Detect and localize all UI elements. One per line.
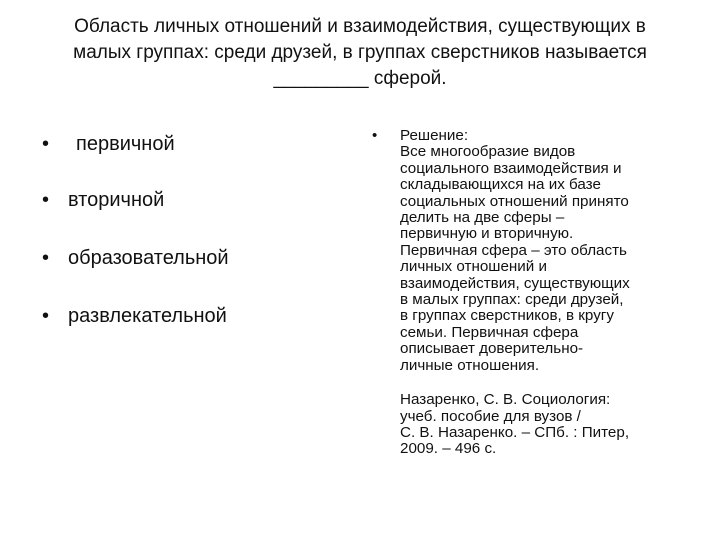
solution-text-line: личные отношения. — [400, 356, 540, 374]
solution-text-line: Первичная сфера – это область — [400, 241, 627, 259]
answer-option-label: первичной — [76, 133, 175, 155]
solution-text-line: семьи. Первичная сфера — [400, 323, 579, 341]
solution-heading: Решение: — [400, 127, 469, 144]
solution-text-line: в малых группах: среди друзей, — [400, 291, 624, 309]
reference-citation — [400, 392, 692, 458]
answer-option-label: развлекательной — [68, 305, 227, 327]
bullet-icon: • — [372, 127, 378, 144]
reference-line: 2009. – 496 с. — [400, 440, 497, 458]
bullet-icon: • — [42, 189, 50, 211]
solution-text-line: взаимодействия, существующих — [400, 274, 630, 292]
answer-option-label: вторичной — [68, 189, 165, 211]
answer-option-educational[interactable] — [42, 246, 229, 270]
bullet-icon: • — [42, 305, 50, 327]
answer-option-secondary[interactable] — [42, 188, 164, 212]
answer-option-primary[interactable] — [42, 132, 175, 156]
answer-option-entertainment[interactable] — [42, 304, 227, 328]
solution-text-line: складывающихся на их базе — [400, 176, 601, 194]
solution-text-line: социального взаимодействия и — [400, 159, 622, 177]
solution-text-line: Все многообразие видов — [400, 143, 576, 161]
solution-text-line: описывает доверительно- — [400, 340, 584, 358]
question-line: _________ сферой. — [273, 68, 447, 89]
bullet-icon: • — [42, 133, 50, 155]
question-text — [40, 14, 680, 92]
question-line: малых группах: среди друзей, в группах сверстников называется — [73, 42, 647, 63]
solution-text-line: личных отношений и — [400, 258, 547, 276]
reference-line: Назаренко, С. В. Социология: — [400, 391, 611, 409]
question-line: Область личных отношений и взаимодействия, существующих в — [74, 16, 646, 37]
solution-text-line: первичную и вторичную. — [400, 225, 574, 243]
solution-body — [400, 128, 692, 458]
reference-line: С. В. Назаренко. – СПб. : Питер, — [400, 423, 630, 441]
solution-text-line: делить на две сферы – — [400, 209, 565, 227]
solution-text-line: социальных отношений принято — [400, 192, 629, 210]
solution-text-line: в группах сверстников, в кругу — [400, 307, 614, 325]
answer-option-label: образовательной — [68, 247, 229, 269]
reference-line: учеб. пособие для вузов / — [400, 407, 581, 425]
bullet-icon: • — [42, 247, 50, 269]
